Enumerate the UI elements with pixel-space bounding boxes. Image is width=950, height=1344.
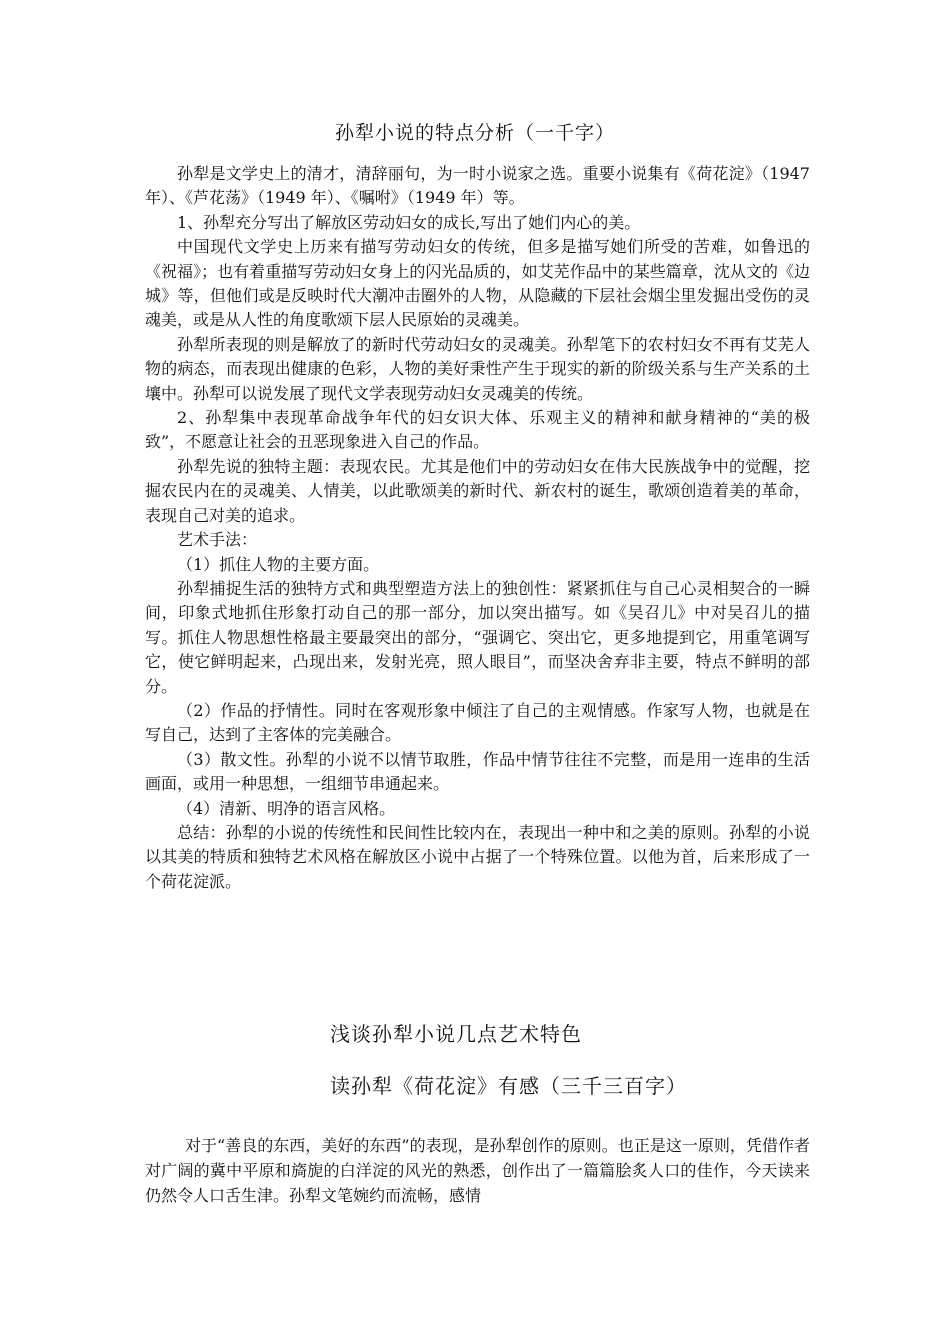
paragraph: 1、孙犁充分写出了解放区劳动妇女的成长,写出了她们内心的美。 bbox=[177, 212, 641, 232]
paragraph: （2）作品的抒情性。同时在客观形象中倾注了自己的主观情感。作家写人物，也就是在写自己，达到了主客体的完美融合。 bbox=[145, 700, 810, 745]
article-body bbox=[145, 162, 810, 894]
paragraph: 孙犁捕捉生活的独特方式和典型塑造方法上的独创性：紧紧抓住与自己心灵相契合的一瞬间，印象式地抓住形象打动自己的那一部分，加以突出描写。如《吴召儿》中对吴召儿的描写。抓住人物思想性格最主要最突出的部分，“强调它、突出它，更多地提到它，用重笔调写它，使它鲜明起来，凸现出来，发射光亮，照人眼目”，而坚决舍弃非主要，特点不鲜明的部分。 bbox=[145, 578, 810, 696]
paragraph: （4）清新、明净的语言风格。 bbox=[177, 798, 396, 818]
section-subtitle: 读孙犁《荷花淀》有感（三千三百字） bbox=[330, 1074, 687, 1098]
paragraph: 总结：孙犁的小说的传统性和民间性比较内在，表现出一种中和之美的原则。孙犁的小说以其美的特质和独特艺术风格在解放区小说中占据了一个特殊位置。以他为首，后来形成了一个荷花淀派。 bbox=[145, 822, 810, 891]
paragraph: 对于“善良的东西，美好的东西”的表现，是孙犁创作的原则。也正是这一原则，凭借作者对广阔的冀中平原和旖旎的白洋淀的风光的熟悉，创作出了一篇篇脍炙人口的佳作，今天读来仍然令人口舌生津。孙犁文笔婉约而流畅，感情 bbox=[145, 1136, 810, 1205]
paragraph: 孙犁是文学史上的清才，清辞丽句，为一时小说家之选。重要小说集有《荷花淀》（1947 年）、《芦花荡》（1949 年）、《嘱咐》（1949 年）等。 bbox=[145, 164, 810, 208]
paragraph: 孙犁所表现的则是解放了的新时代劳动妇女的灵魂美。孙犁笔下的农村妇女不再有艾芜人物的病态，而表现出健康的色彩，人物的美好秉性产生于现实的新的阶级关系与生产关系的土壤中。孙犁可以说发展了现代文学表现劳动妇女灵魂美的传统。 bbox=[145, 334, 810, 403]
paragraph: （3）散文性。孙犁的小说不以情节取胜，作品中情节往往不完整，而是用一连串的生活画面，或用一种思想，一组细节串通起来。 bbox=[145, 749, 810, 794]
article-body-2 bbox=[145, 1133, 810, 1208]
paragraph: 中国现代文学史上历来有描写劳动妇女的传统，但多是描写她们所受的苦难，如鲁迅的《祝福》；也有着重描写劳动妇女身上的闪光品质的，如艾芜作品中的某些篇章，沈从文的《边城》等，但他们或是反映时代大潮冲击圈外的人物，从隐藏的下层社会烟尘里发掘出受伤的灵魂美，或是从人性的角度歌颂下层人民原始的灵魂美。 bbox=[145, 237, 810, 330]
paragraph: 艺术手法： bbox=[177, 530, 258, 550]
section-title: 浅谈孙犁小说几点艺术特色 bbox=[330, 1022, 582, 1046]
paragraph: （1）抓住人物的主要方面。 bbox=[177, 554, 380, 574]
document-title: 孙犁小说的特点分析（一千字） bbox=[334, 122, 615, 144]
paragraph: 孙犁先说的独特主题：表现农民。尤其是他们中的劳动妇女在伟大民族战争中的觉醒，挖掘农民内在的灵魂美、人情美，以此歌颂美的新时代、新农村的诞生，歌颂创造着美的革命，表现自己对美的追求。 bbox=[145, 456, 810, 525]
paragraph: 2、孙犁集中表现革命战争年代的妇女识大体、乐观主义的精神和献身精神的“美的极致”，不愿意让社会的丑恶现象进入自己的作品。 bbox=[145, 408, 810, 452]
